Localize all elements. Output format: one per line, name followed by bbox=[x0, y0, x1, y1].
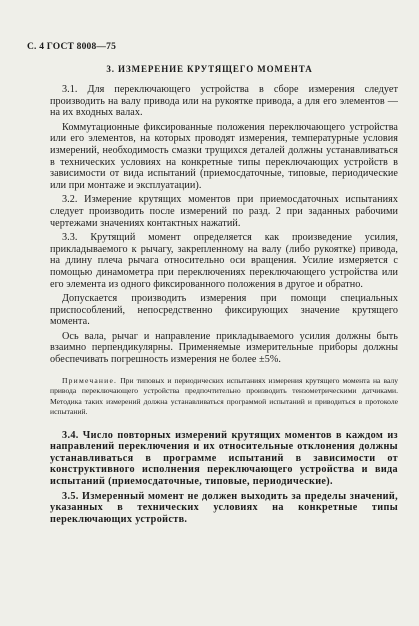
paragraph-3-1: 3.1. Для переключающего устройства в сборе измерения следует производить на валу привода или на рукоятке привода, а для его элементов — на их входных валах. bbox=[50, 84, 398, 119]
page-header: С. 4 ГОСТ 8008—75 bbox=[27, 42, 117, 52]
paragraph-3-3: 3.3. Крутящий момент определяется как произведение усилия, прикладываемого к рычагу, закрепленному на валу (либо рукоятке) привода, на длину плеча рычага относительно оси вращения. Усилие измеряется с помощью динамометра при переключениях переключающего устройства или его элемента из одного фиксированного положения в другое и обратно. bbox=[50, 232, 398, 290]
note bbox=[50, 376, 398, 418]
note-label: Примечание. bbox=[62, 375, 118, 385]
body-text bbox=[50, 84, 398, 528]
paragraph-3-5: 3.5. Измеренный момент не должен выходить за пределы значений, указанных в технических условиях на конкретные типы переключающих устройств. bbox=[50, 490, 398, 525]
paragraph-switch-positions: Коммутационные фиксированные положения переключающего устройства или его элементов, на которых проводят измерения, температурные условия измерений, необходимость смазки трущихся деталей должны устанавливаться в технических условиях на конкретные типы переключающих устройств в зависимости от вида испытаний (приемосдаточные, типовые, периодические или при монтаже и эксплуатации). bbox=[50, 121, 398, 191]
paragraph-3-2: 3.2. Измерение крутящих моментов при приемосдаточных испытаниях следует производить после измерений по разд. 2 при заданных рабочими чертежами значениях контактных нажатий. bbox=[50, 194, 398, 229]
paragraph-special-devices: Допускается производить измерения при помощи специальных приспособлений, непосредственно фиксирующих значение крутящего момента. bbox=[50, 293, 398, 328]
note-text: При типовых и периодических испытаниях измерения крутящего момента на валу привода переключающего устройства предпочтительно производить тензометрическими датчиками. Методика таких измерений должна устанавливаться программой испытаний и приводиться в протоколе испытаний. bbox=[50, 375, 398, 417]
paragraph-shaft-axis: Ось вала, рычаг и направление прикладываемого усилия должны быть взаимно перпендикулярны. Применяемые измерительные приборы должны обеспечивать погрешность измерения не более ±5%. bbox=[50, 330, 398, 366]
paragraph-3-4: 3.4. Число повторных измерений крутящих моментов в каждом из направлений переключения и их относительные отклонения должны устанавливаться в программе испытаний в зависимости от конструктивного исполнения переключающего устройства и вида испытаний (приемосдаточные, типовые, периодические). bbox=[50, 429, 398, 488]
section-title: 3. ИЗМЕРЕНИЕ КРУТЯЩЕГО МОМЕНТА bbox=[106, 64, 313, 74]
